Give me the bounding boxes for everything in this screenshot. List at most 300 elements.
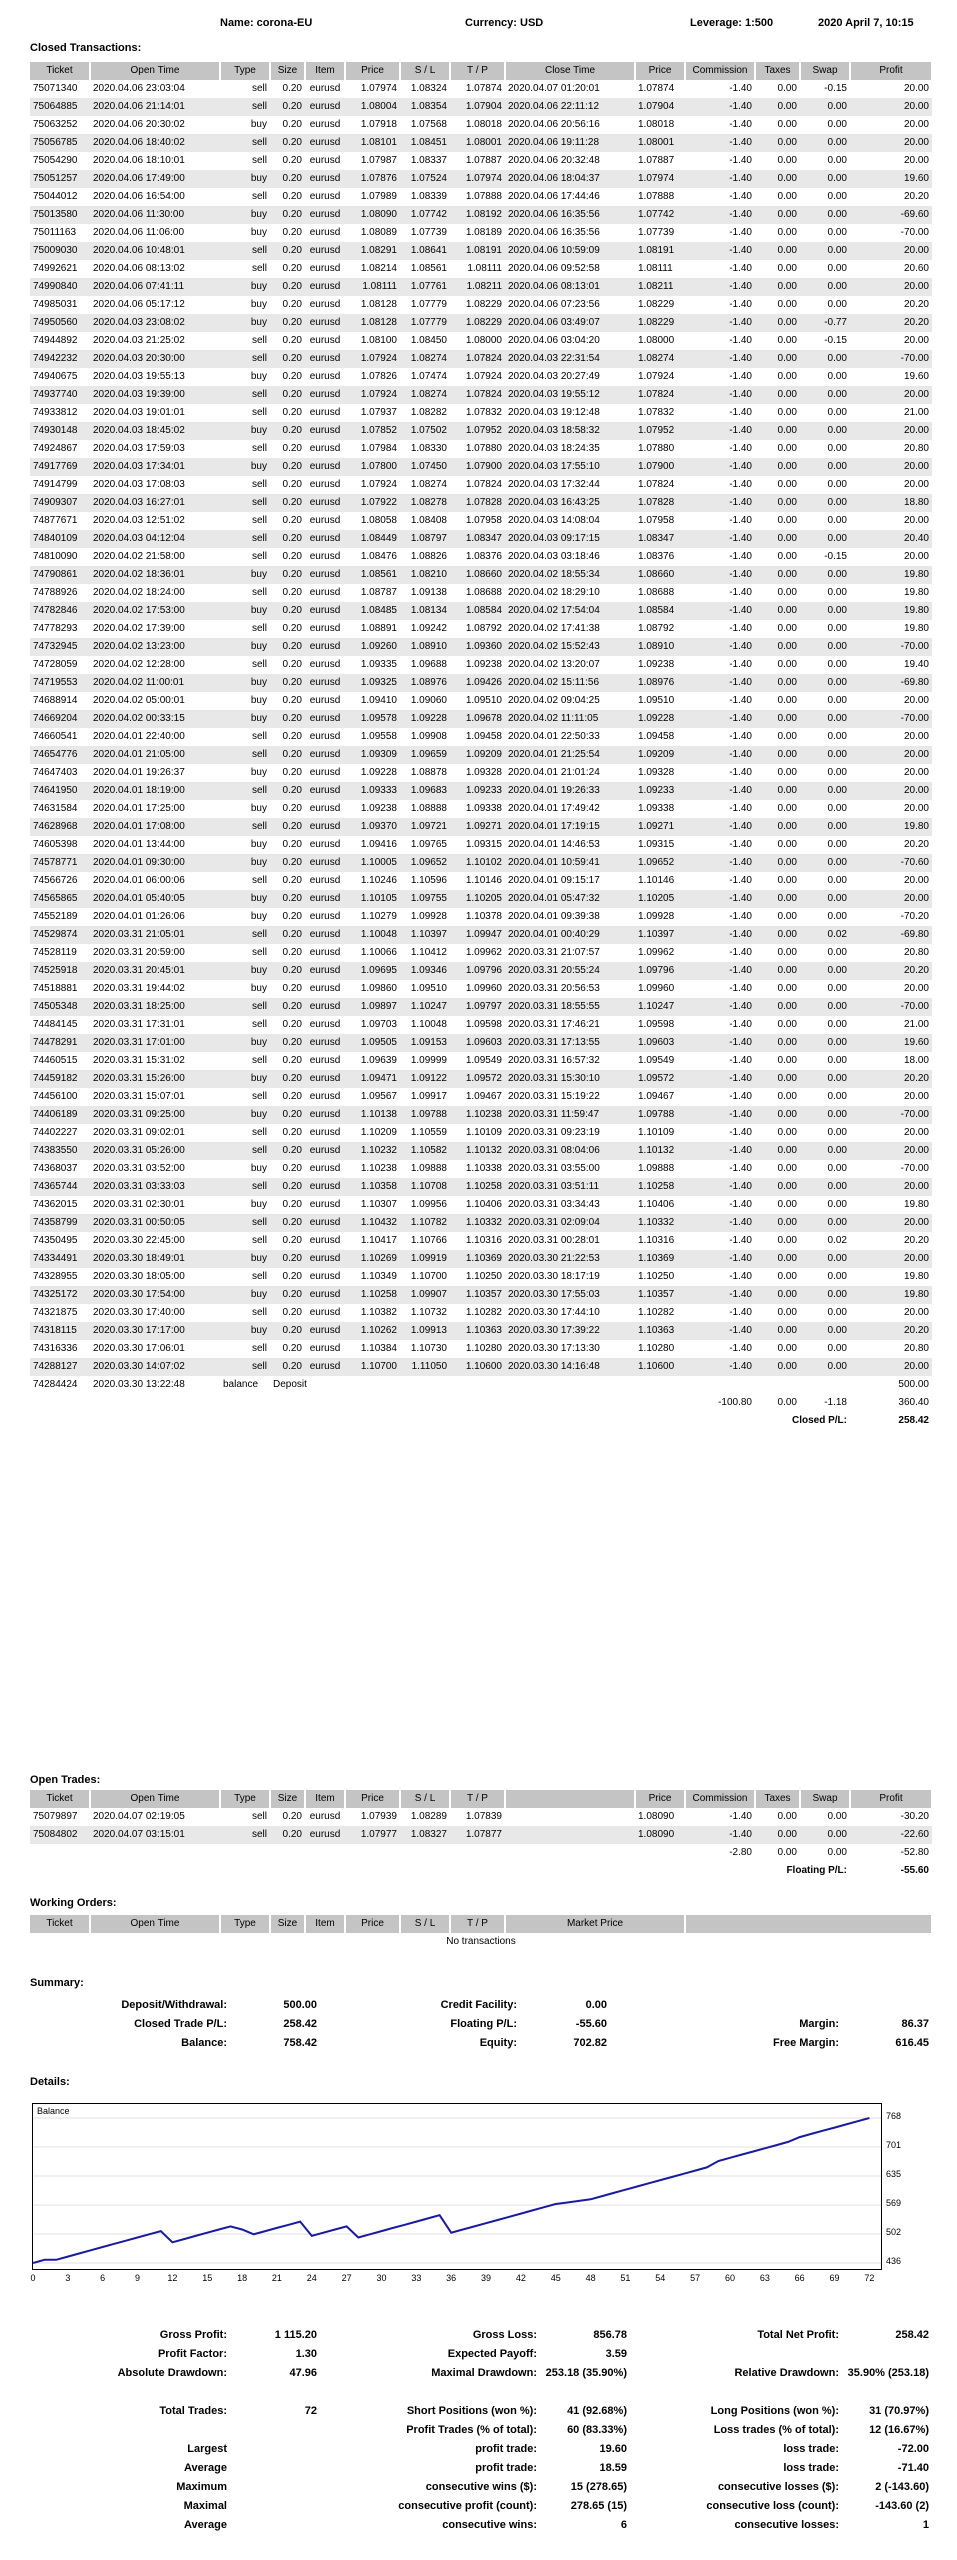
table-row xyxy=(30,782,932,800)
table-cell: -22.60 xyxy=(850,1826,932,1844)
x-tick-label: 63 xyxy=(759,2273,770,2283)
table-cell: 0.00 xyxy=(800,1178,850,1196)
table-cell: 2020.03.30 17:55:03 xyxy=(505,1286,635,1304)
table-cell: 20.80 xyxy=(903,1343,929,1354)
table-cell: 0.00 xyxy=(800,1214,850,1232)
table-cell: 0.00 xyxy=(777,983,797,994)
table-cell: 0.20 xyxy=(282,1091,302,1102)
table-cell: 0.20 xyxy=(282,551,302,562)
table-cell: 1.07824 xyxy=(635,386,685,404)
table-cell: 1.08891 xyxy=(360,623,397,634)
table-cell: 1.07924 xyxy=(638,371,675,382)
table-cell: 2020.04.06 17:44:46 xyxy=(508,191,600,202)
table-cell: 0.00 xyxy=(777,191,797,202)
table-cell: 2020.04.03 17:55:10 xyxy=(505,458,635,476)
table-cell: 0.00 xyxy=(827,1019,847,1030)
table-cell: -1.40 xyxy=(729,767,752,778)
table-cell: 74528119 xyxy=(33,947,77,958)
table-cell: 2020.03.31 18:55:55 xyxy=(505,998,635,1016)
stats-row xyxy=(30,2440,932,2459)
table-cell: 74985031 xyxy=(33,299,78,310)
table-cell: 74365744 xyxy=(30,1178,90,1196)
table-cell: 2020.04.02 18:36:01 xyxy=(90,566,220,584)
table-cell: 1.08004 xyxy=(345,98,400,116)
totals-row xyxy=(30,1844,932,1862)
table-cell: 0.00 xyxy=(755,134,800,152)
table-cell: 0.00 xyxy=(800,998,850,1016)
table-cell: 1.07952 xyxy=(635,422,685,440)
table-cell: eurusd xyxy=(309,1307,341,1318)
empty-cell xyxy=(635,1862,685,1880)
table-cell: 0.00 xyxy=(827,1307,847,1318)
column-header: Size xyxy=(270,62,305,80)
table-cell: 0.20 xyxy=(270,1214,305,1232)
table-cell: 74940675 xyxy=(33,371,78,382)
table-cell: 2020.04.02 17:53:00 xyxy=(90,602,220,620)
table-cell: 20.20 xyxy=(850,1070,932,1088)
table-cell: 1.09652 xyxy=(635,854,685,872)
table-cell: 1.09228 xyxy=(635,710,685,728)
total-commission: -2.80 xyxy=(729,1847,752,1858)
table-cell: 1.10132 xyxy=(635,1142,685,1160)
table-cell: 1.10105 xyxy=(345,890,400,908)
table-cell: 1.09688 xyxy=(410,659,447,670)
table-cell: 1.07824 xyxy=(450,386,505,404)
table-cell: 1.10382 xyxy=(360,1307,397,1318)
column-header: Profit xyxy=(850,62,932,80)
total-commission: -100.80 xyxy=(718,1397,752,1408)
stats-label: Loss trades (% of total): xyxy=(713,2424,839,2436)
table-cell: 0.20 xyxy=(282,479,302,490)
table-row xyxy=(30,188,932,206)
stats-label: Short Positions (won %): xyxy=(406,2405,537,2417)
table-cell: -1.40 xyxy=(685,746,755,764)
table-cell: 74930148 xyxy=(30,422,90,440)
table-cell: 1.08101 xyxy=(345,134,400,152)
table-cell: buy xyxy=(220,1322,270,1340)
table-cell: 1.08128 xyxy=(345,314,400,332)
table-cell: 1.08347 xyxy=(450,530,505,548)
table-cell: 20.00 xyxy=(903,83,929,94)
table-cell: 0.00 xyxy=(777,695,797,706)
table-row xyxy=(30,1142,932,1160)
y-tick-label: 502 xyxy=(886,2227,902,2237)
table-row xyxy=(30,116,932,134)
table-cell: 1.09360 xyxy=(450,638,505,656)
table-cell: 1.10357 xyxy=(635,1286,685,1304)
table-row xyxy=(30,1250,932,1268)
table-cell: 0.20 xyxy=(270,1178,305,1196)
x-tick-label: 36 xyxy=(446,2273,457,2283)
table-cell: 2020.04.06 08:13:02 xyxy=(93,263,185,274)
table-cell: 0.20 xyxy=(282,767,302,778)
empty-cell xyxy=(220,1844,270,1862)
table-cell: 2020.04.01 22:40:00 xyxy=(93,731,185,742)
column-header: Open Time xyxy=(90,62,220,80)
summary-value: -55.60 xyxy=(575,2018,607,2030)
column-header xyxy=(685,1915,932,1933)
summary-label: Credit Facility: xyxy=(440,1999,517,2011)
table-cell: 0.02 xyxy=(827,1235,847,1246)
table-cell: 0.00 xyxy=(777,1199,797,1210)
table-cell: 2020.04.01 09:39:38 xyxy=(508,911,600,922)
column-header: Item xyxy=(305,1915,345,1933)
table-cell: 74328955 xyxy=(33,1271,78,1282)
table-cell: 1.07832 xyxy=(638,407,675,418)
table-cell: eurusd xyxy=(309,1019,341,1030)
table-cell: 2020.03.31 03:34:43 xyxy=(508,1199,600,1210)
table-cell: 1.07826 xyxy=(360,371,397,382)
table-cell: 74362015 xyxy=(33,1199,78,1210)
currency: Currency: USD xyxy=(465,17,544,29)
table-cell: 74459182 xyxy=(30,1070,90,1088)
x-tick-label: 57 xyxy=(690,2273,701,2283)
table-cell: 2020.04.06 18:04:37 xyxy=(505,170,635,188)
table-cell: 1.08337 xyxy=(410,155,447,166)
table-cell: 1.07987 xyxy=(360,155,397,166)
empty-cell xyxy=(450,1412,505,1430)
table-cell: eurusd xyxy=(309,947,341,958)
table-cell: 1.10708 xyxy=(400,1178,450,1196)
table-cell: 1.07761 xyxy=(400,278,450,296)
table-cell: 20.00 xyxy=(850,1214,932,1232)
table-cell: -1.40 xyxy=(685,1070,755,1088)
table-cell: 2020.04.02 17:54:04 xyxy=(505,602,635,620)
table-cell: 0.20 xyxy=(270,926,305,944)
table-cell: 1.07887 xyxy=(465,155,502,166)
table-cell: 0.00 xyxy=(755,746,800,764)
stats-row xyxy=(30,2421,932,2440)
table-cell: -1.40 xyxy=(685,1826,755,1844)
table-cell: 2020.04.03 19:39:00 xyxy=(90,386,220,404)
table-cell: 75044012 xyxy=(33,191,78,202)
table-cell: 1.08229 xyxy=(635,314,685,332)
table-cell: 1.09897 xyxy=(345,998,400,1016)
table-cell: 1.07880 xyxy=(465,443,502,454)
table-cell: 0.20 xyxy=(270,1322,305,1340)
table-cell: 0.20 xyxy=(270,1826,305,1844)
table-cell: 1.10138 xyxy=(345,1106,400,1124)
table-cell: 0.00 xyxy=(827,479,847,490)
empty-cell xyxy=(505,1412,635,1430)
table-cell: 0.00 xyxy=(827,299,847,310)
table-cell: 0.00 xyxy=(800,746,850,764)
table-cell: 1.07852 xyxy=(345,422,400,440)
table-cell: 1.09567 xyxy=(360,1091,397,1102)
table-cell: sell xyxy=(220,782,270,800)
table-cell: 2020.04.06 16:35:56 xyxy=(505,206,635,224)
table-cell xyxy=(505,1808,635,1826)
table-cell: 1.10316 xyxy=(465,1235,502,1246)
table-cell: 2020.04.06 07:23:56 xyxy=(508,299,600,310)
table-cell: 2020.04.01 17:49:42 xyxy=(508,803,600,814)
table-cell: 1.07918 xyxy=(360,119,397,130)
table-cell: 1.09678 xyxy=(450,710,505,728)
table-cell: sell xyxy=(220,494,270,512)
column-header: Profit xyxy=(850,1790,932,1808)
stats-value: 1 115.20 xyxy=(274,2329,317,2341)
table-cell: 20.00 xyxy=(903,1127,929,1138)
table-cell: 1.10369 xyxy=(450,1250,505,1268)
table-cell: -70.00 xyxy=(850,710,932,728)
table-cell: eurusd xyxy=(309,263,341,274)
table-cell: 1.08660 xyxy=(450,566,505,584)
total-profit: -52.80 xyxy=(900,1847,929,1858)
table-row xyxy=(30,602,932,620)
table-cell: 0.00 xyxy=(800,818,850,836)
table-cell: 1.08229 xyxy=(638,299,675,310)
table-cell: 2020.03.31 21:05:01 xyxy=(90,926,220,944)
table-row xyxy=(30,386,932,404)
table-cell: 1.10600 xyxy=(635,1358,685,1376)
empty-cell xyxy=(345,1844,400,1862)
table-cell: 1.08128 xyxy=(360,299,397,310)
table-cell: 2020.04.06 08:13:01 xyxy=(505,278,635,296)
column-header: Price xyxy=(345,1790,400,1808)
table-cell: 2020.04.02 17:41:38 xyxy=(508,623,600,634)
summary-value: 702.82 xyxy=(573,2037,607,2049)
table-cell: 2020.03.31 05:26:00 xyxy=(90,1142,220,1160)
pl-value: -55.60 xyxy=(900,1865,929,1876)
table-cell: buy xyxy=(220,854,270,872)
table-cell: -1.40 xyxy=(685,998,755,1016)
table-cell: 0.00 xyxy=(777,1343,797,1354)
x-tick-label: 24 xyxy=(306,2273,317,2283)
table-cell: 2020.04.01 17:08:00 xyxy=(90,818,220,836)
table-cell: 0.20 xyxy=(270,386,305,404)
table-cell: eurusd xyxy=(305,350,345,368)
empty-cell xyxy=(505,1394,635,1412)
table-cell: -1.40 xyxy=(729,1091,752,1102)
stats-label: Average xyxy=(183,2462,227,2474)
stats-label: Largest xyxy=(187,2443,227,2455)
empty-cell xyxy=(305,1394,345,1412)
table-cell: 2020.04.02 15:11:56 xyxy=(505,674,635,692)
table-row xyxy=(30,890,932,908)
table-cell: 1.08001 xyxy=(635,134,685,152)
table-cell: 0.20 xyxy=(282,947,302,958)
table-cell: 2020.04.03 19:55:13 xyxy=(93,371,185,382)
table-cell: 1.09153 xyxy=(400,1034,450,1052)
table-cell: 1.08291 xyxy=(345,242,400,260)
table-cell: buy xyxy=(220,314,270,332)
table-cell: 1.07742 xyxy=(635,206,685,224)
table-cell: -1.40 xyxy=(729,803,752,814)
x-tick-label: 15 xyxy=(202,2273,213,2283)
table-row xyxy=(30,1826,932,1844)
empty-cell xyxy=(400,1376,450,1394)
table-cell: 0.00 xyxy=(777,911,797,922)
table-cell: 1.07739 xyxy=(638,227,675,238)
table-cell: 19.60 xyxy=(850,170,932,188)
table-cell: 0.00 xyxy=(755,674,800,692)
table-cell: 18.80 xyxy=(850,494,932,512)
table-cell: -1.40 xyxy=(685,566,755,584)
table-cell: 2020.04.03 20:27:49 xyxy=(508,371,600,382)
table-cell: 0.20 xyxy=(270,1070,305,1088)
table-cell: 2020.03.30 14:16:48 xyxy=(505,1358,635,1376)
table-cell: 74990840 xyxy=(30,278,90,296)
table-cell: 1.09370 xyxy=(345,818,400,836)
table-cell: eurusd xyxy=(305,314,345,332)
stats-label xyxy=(30,2421,230,2440)
table-row xyxy=(30,962,932,980)
table-cell: 20.00 xyxy=(850,386,932,404)
table-cell: 1.08189 xyxy=(465,227,502,238)
table-cell: 18.00 xyxy=(903,1055,929,1066)
x-tick-label: 9 xyxy=(135,2273,141,2283)
table-row xyxy=(30,854,932,872)
table-cell: 20.00 xyxy=(850,98,932,116)
table-cell: 1.09683 xyxy=(400,782,450,800)
table-cell: 74368037 xyxy=(33,1163,78,1174)
table-cell: 74732945 xyxy=(30,638,90,656)
table-cell: 1.09659 xyxy=(400,746,450,764)
table-cell: buy xyxy=(220,890,270,908)
table-cell: 0.00 xyxy=(800,962,850,980)
table-cell: sell xyxy=(220,134,270,152)
table-cell: eurusd xyxy=(309,227,341,238)
table-cell: 1.08211 xyxy=(635,278,685,296)
table-cell: buy xyxy=(220,674,270,692)
table-cell: 1.10766 xyxy=(410,1235,447,1246)
table-cell: 74456100 xyxy=(33,1091,78,1102)
table-cell: 2020.04.03 03:18:46 xyxy=(508,551,600,562)
x-tick-label: 3 xyxy=(65,2273,71,2283)
x-tick-label: 33 xyxy=(411,2273,422,2283)
table-cell: 20.00 xyxy=(903,515,929,526)
table-cell: 1.10205 xyxy=(450,890,505,908)
table-cell: 2020.04.03 19:01:01 xyxy=(93,407,185,418)
table-cell: 74654776 xyxy=(30,746,90,764)
table-cell: 74944892 xyxy=(33,335,78,346)
table-cell: eurusd xyxy=(309,551,341,562)
table-row xyxy=(30,656,932,674)
table-cell: 0.00 xyxy=(827,1271,847,1282)
table-cell: 0.20 xyxy=(270,1286,305,1304)
table-cell: 2020.03.31 17:31:01 xyxy=(93,1019,185,1030)
table-cell: eurusd xyxy=(305,1250,345,1268)
table-cell: 0.00 xyxy=(827,1055,847,1066)
table-cell: 1.07779 xyxy=(410,299,447,310)
table-cell: 74605398 xyxy=(33,839,78,850)
table-cell: -1.40 xyxy=(685,422,755,440)
table-cell: 0.00 xyxy=(800,1826,850,1844)
table-cell: 1.10363 xyxy=(635,1322,685,1340)
stats-value: 12 (16.67%) xyxy=(869,2424,929,2436)
table-cell: 0.20 xyxy=(282,731,302,742)
table-cell: 0.00 xyxy=(827,623,847,634)
table-row xyxy=(30,1106,932,1124)
table-cell: 0.00 xyxy=(755,782,800,800)
table-cell: 1.09549 xyxy=(465,1055,502,1066)
table-cell: 2020.03.31 20:55:24 xyxy=(505,962,635,980)
table-cell: 0.20 xyxy=(282,911,302,922)
table-cell: 1.08018 xyxy=(465,119,502,130)
table-cell: 0.20 xyxy=(282,155,302,166)
table-cell: -1.40 xyxy=(729,299,752,310)
table-cell: 2020.04.03 20:30:00 xyxy=(90,350,220,368)
table-cell: sell xyxy=(251,659,267,670)
column-header: Commission xyxy=(685,1790,755,1808)
table-cell: 1.08826 xyxy=(410,551,447,562)
table-cell: 2020.04.03 19:12:48 xyxy=(508,407,600,418)
table-cell: eurusd xyxy=(305,998,345,1016)
table-cell: -1.40 xyxy=(729,263,752,274)
table-cell: 20.00 xyxy=(903,155,929,166)
table-cell: 1.09962 xyxy=(638,947,675,958)
table-cell: buy xyxy=(250,911,267,922)
stats-label: consecutive wins: xyxy=(442,2519,537,2531)
table-cell: 0.20 xyxy=(282,1127,302,1138)
table-cell: 2020.04.06 17:49:00 xyxy=(90,170,220,188)
table-cell: 2020.03.31 00:28:01 xyxy=(508,1235,600,1246)
table-cell: 1.07824 xyxy=(638,479,675,490)
chart-legend: Balance xyxy=(37,2106,70,2116)
empty-cell xyxy=(505,1862,635,1880)
table-row xyxy=(30,1214,932,1232)
table-row xyxy=(30,926,932,944)
table-cell: 0.00 xyxy=(777,731,797,742)
table-cell: 74628968 xyxy=(30,818,90,836)
table-cell: 74460515 xyxy=(33,1055,78,1066)
table-cell: 0.20 xyxy=(270,602,305,620)
table-cell: 2020.04.01 19:26:33 xyxy=(505,782,635,800)
table-cell: eurusd xyxy=(305,494,345,512)
stats-label: loss trade: xyxy=(783,2462,839,2474)
table-cell: 0.20 xyxy=(270,890,305,908)
table-cell: 0.00 xyxy=(827,983,847,994)
table-cell: 2020.03.31 02:09:04 xyxy=(505,1214,635,1232)
table-cell: eurusd xyxy=(309,335,341,346)
table-cell: 20.00 xyxy=(903,335,929,346)
table-cell: eurusd xyxy=(309,443,341,454)
table-cell: 1.10282 xyxy=(465,1307,502,1318)
table-cell: -1.40 xyxy=(729,515,752,526)
table-cell: -1.40 xyxy=(685,1106,755,1124)
empty-cell xyxy=(505,1844,635,1862)
table-cell: 1.07742 xyxy=(400,206,450,224)
table-cell: 74631584 xyxy=(33,803,78,814)
stats-value: 856.78 xyxy=(593,2329,627,2341)
table-cell: 0.00 xyxy=(777,1019,797,1030)
summary-value: 500.00 xyxy=(283,1999,317,2011)
x-tick-label: 6 xyxy=(100,2273,106,2283)
table-cell: 74484145 xyxy=(33,1019,78,1030)
table-cell: sell xyxy=(251,551,267,562)
table-row xyxy=(30,242,932,260)
table-cell: -1.40 xyxy=(685,710,755,728)
table-cell: 75054290 xyxy=(33,155,78,166)
table-cell: 2020.03.30 18:05:00 xyxy=(93,1271,185,1282)
table-cell: buy xyxy=(250,695,267,706)
table-cell: 20.00 xyxy=(903,479,929,490)
table-cell: 1.09335 xyxy=(360,659,397,670)
balance-chart xyxy=(32,2103,882,2270)
table-cell: 2020.04.06 03:04:20 xyxy=(508,335,600,346)
table-cell: 1.07924 xyxy=(465,371,502,382)
table-cell: 1.07888 xyxy=(465,191,502,202)
table-cell: 1.09426 xyxy=(450,674,505,692)
table-row xyxy=(30,1232,932,1250)
table-cell: 1.09796 xyxy=(635,962,685,980)
empty-cell xyxy=(400,1412,450,1430)
table-cell: 1.07924 xyxy=(345,350,400,368)
account-name: Name: corona-EU xyxy=(220,17,313,29)
y-tick-label: 701 xyxy=(886,2140,902,2150)
table-row xyxy=(30,1304,932,1322)
table-cell: 0.20 xyxy=(270,98,305,116)
